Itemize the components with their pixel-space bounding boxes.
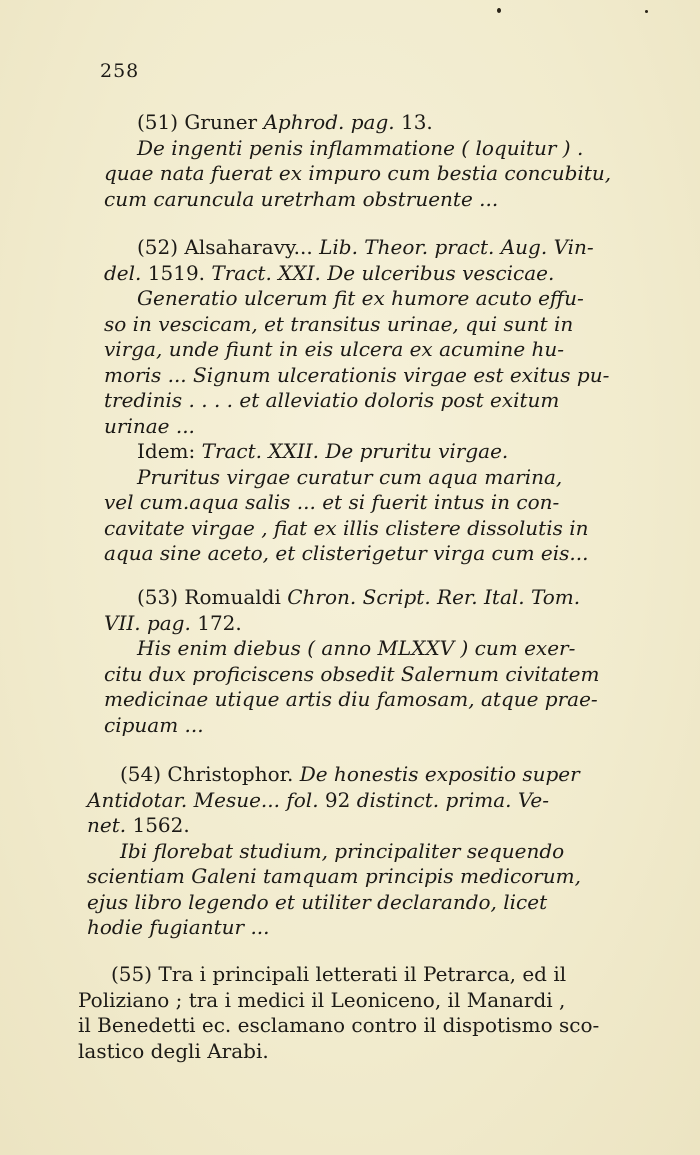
italic-run: VII. pag. [104, 610, 191, 635]
italic-run: quae nata fuerat ex impuro cum bestia concubitu, [104, 161, 612, 185]
italic-run: Ibi florebat studium, principaliter sequendo [120, 838, 565, 863]
note-line [104, 136, 616, 162]
italic-run: del. [104, 260, 142, 285]
note-line [104, 713, 624, 739]
roman-run: 13. [394, 110, 433, 134]
roman-run: lastico degli Arabi. [78, 1038, 269, 1063]
italic-run: His enim diebus ( anno MLXXV ) cum exer- [137, 636, 576, 660]
note-line [104, 636, 624, 662]
roman-run: 92 [318, 787, 357, 812]
italic-run: so in vescicam, et transitus urinae, qui sunt in [104, 311, 574, 336]
note-line [78, 1013, 613, 1039]
note-line [104, 585, 624, 611]
note-line [104, 388, 616, 414]
roman-run: (55) Tra i principali letterati il Petrarca, ed il [111, 962, 567, 986]
note-line [87, 813, 622, 839]
italic-run: cipuam ... [104, 712, 204, 737]
note-line [78, 988, 613, 1014]
note-line [104, 363, 616, 389]
italic-run: Lib. Theor. pract. Aug. Vin- [319, 235, 594, 259]
ink-spot [645, 10, 648, 13]
roman-run: 1562. [126, 813, 190, 837]
note-line [104, 187, 616, 213]
roman-run: (53) Romualdi [137, 585, 288, 609]
italic-run: De honestis expositio super [299, 762, 580, 786]
roman-run: il Benedetti ec. esclamano contro il dispotismo sco- [78, 1013, 600, 1037]
italic-run: cum caruncula uretrham obstruente ... [104, 186, 499, 211]
note-line [87, 839, 622, 865]
note-line [104, 490, 616, 516]
footnote-53 [104, 585, 624, 738]
italic-run: Tract. XXI. De ulceribus vescicae. [211, 260, 555, 285]
roman-run: Poliziano ; tra i medici il Leoniceno, il Manardi , [78, 987, 566, 1012]
italic-run: ejus libro legendo et utiliter declarando, licet [87, 889, 548, 914]
roman-run: Idem: [137, 439, 202, 463]
note-line [104, 465, 616, 491]
italic-run: Generatio ulcerum fit ex humore acuto effu- [137, 286, 584, 310]
note-line [104, 414, 616, 440]
roman-run: (52) Alsaharavy... [137, 235, 320, 259]
italic-run: citu dux proficiscens obsedit Salernum civitatem [104, 661, 600, 686]
note-line [87, 915, 622, 941]
note-line [104, 337, 616, 363]
note-line [87, 762, 622, 788]
italic-run: distinct. prima. Ve- [356, 787, 550, 812]
italic-run: medicinae utique artis diu famosam, atque prae- [104, 687, 598, 711]
italic-run: hodie fugiantur ... [87, 915, 270, 939]
italic-run: scientiam Galeni tamquam principis medicorum, [87, 864, 581, 888]
footnote-52 [104, 235, 616, 567]
footnote-55 [78, 962, 613, 1064]
note-line [104, 516, 616, 542]
italic-run: net. [87, 813, 127, 837]
note-line [87, 890, 622, 916]
note-line [87, 864, 622, 890]
note-line [78, 1039, 613, 1065]
footnote-54 [87, 762, 622, 941]
note-line [104, 110, 616, 136]
roman-run: (51) Gruner [137, 110, 264, 134]
italic-run: tredinis . . . . et alleviatio doloris post exitum [104, 388, 560, 412]
note-line [104, 312, 616, 338]
note-line [104, 662, 624, 688]
footnote-51 [104, 110, 616, 212]
note-line [104, 161, 616, 187]
note-line [78, 962, 613, 988]
note-line [104, 235, 616, 261]
italic-run: Tract. XXII. De pruritu virgae. [201, 439, 509, 463]
italic-run: virga, unde fiunt in eis ulcera ex acumine hu- [104, 337, 565, 361]
italic-run: Chron. Script. Rer. Ital. Tom. [287, 585, 581, 609]
italic-run: Antidotar. Mesue... fol. [87, 787, 319, 812]
italic-run: cavitate virgae , fiat ex illis clistere dissolutis in [104, 515, 589, 540]
italic-run: Pruritus virgae curatur cum aqua marina, [137, 464, 563, 489]
italic-run: urinae ... [104, 413, 195, 438]
note-line [104, 439, 616, 465]
roman-run: 172. [190, 610, 242, 635]
roman-run: (54) Christophor. [120, 762, 300, 786]
note-line [104, 286, 616, 312]
italic-run: moris ... Signum ulcerationis virgae est exitus pu- [104, 362, 610, 387]
italic-run: De ingenti penis inflammatione ( loquitur ) . [137, 135, 584, 160]
note-line [104, 541, 616, 567]
ink-spot [497, 8, 501, 13]
note-line [104, 687, 624, 713]
italic-run: vel cum.aqua salis ... et si fuerit intus in con- [104, 490, 560, 514]
roman-run: 1519. [141, 260, 212, 285]
note-line [104, 261, 616, 287]
note-line [87, 788, 622, 814]
italic-run: Aphrod. pag. [263, 110, 395, 134]
page-number: 258 [100, 60, 140, 82]
italic-run: aqua sine aceto, et clisterigetur virga cum eis... [104, 541, 589, 565]
note-line [104, 611, 624, 637]
